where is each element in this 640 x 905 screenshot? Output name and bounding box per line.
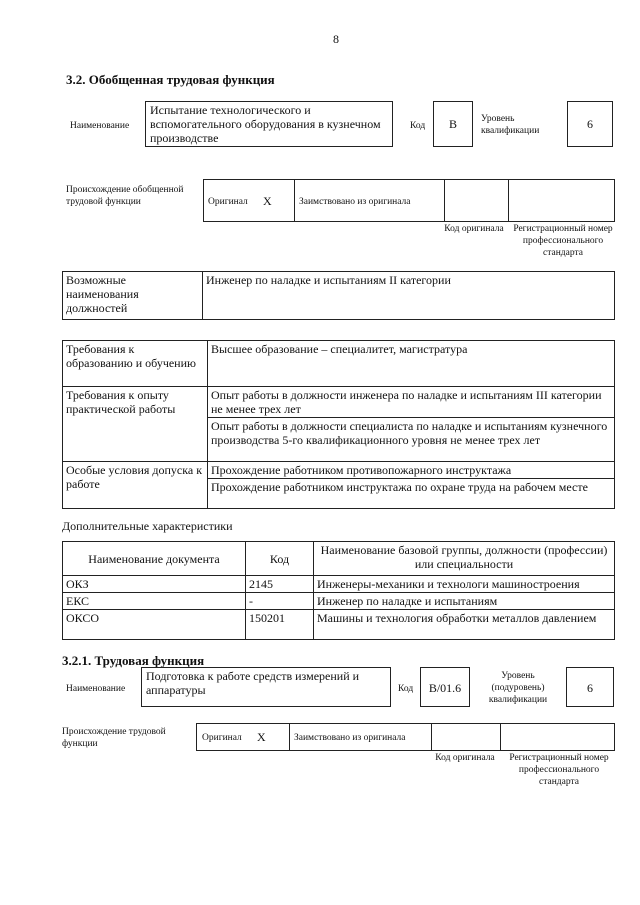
borrowed-label: Заимствовано из оригинала xyxy=(294,733,406,743)
experience-value: Опыт работы в должности специалиста по наладке и испытаниям кузнечного производства 5-го квалификационного уровня не менее трех лет xyxy=(208,418,615,462)
name-label: Наименование xyxy=(66,684,126,694)
table-cell: Машины и технология обработки металлов давлением xyxy=(314,610,615,640)
divider xyxy=(294,180,295,221)
level-label: Уровень квалификации xyxy=(481,114,540,136)
reg-number-caption: Регистрационный номер профессионального стандарта xyxy=(513,224,613,258)
function-name-box: Испытание технологического и вспомогательного оборудования в кузнечном производстве xyxy=(145,101,393,147)
level-box: 6 xyxy=(567,101,613,147)
education-value: Высшее образование – специалитет, магистратура xyxy=(208,341,615,387)
original-mark: X xyxy=(257,730,266,744)
origin-label: Происхождение трудовой функции xyxy=(62,727,166,749)
origin-table xyxy=(196,723,615,751)
code-box: B/01.6 xyxy=(420,667,470,707)
divider xyxy=(508,180,509,221)
special-condition-value: Прохождение работником инструктажа по охране труда на рабочем месте xyxy=(208,479,615,509)
divider xyxy=(431,724,432,750)
table-cell: ЕКС xyxy=(63,593,246,610)
table-row xyxy=(63,593,615,610)
experience-value: Опыт работы в должности инженера по наладке и испытаниям III категории не менее трех лет xyxy=(208,387,615,418)
table-cell: ОКЗ xyxy=(63,576,246,593)
special-condition-value: Прохождение работником противопожарного инструктажа xyxy=(208,462,615,479)
page-number: 8 xyxy=(333,32,339,46)
original-label: Оригинал xyxy=(208,197,248,207)
additional-heading: Дополнительные характеристики xyxy=(62,519,233,533)
section-heading: 3.2. Обобщенная трудовая функция xyxy=(66,72,275,87)
education-label: Требования к образованию и обучению xyxy=(63,341,208,387)
table-row xyxy=(63,576,615,593)
positions-value: Инженер по наладке и испытаниям II категории xyxy=(203,272,615,320)
reg-number-caption: Регистрационный номер профессионального стандарта xyxy=(509,753,609,787)
table-cell: Инженеры-механики и технологи машиностроения xyxy=(314,576,615,593)
subsection-heading: 3.2.1. Трудовая функция xyxy=(62,653,205,668)
code-original-caption: Код оригинала xyxy=(435,753,495,763)
table-cell: ОКСО xyxy=(63,610,246,640)
header-cell: Наименование базовой группы, должности (профессии) или специальности xyxy=(314,542,615,576)
code-label: Код xyxy=(398,684,414,694)
divider xyxy=(289,724,290,750)
origin-table xyxy=(203,179,615,222)
level-box: 6 xyxy=(566,667,614,707)
table-cell: 2145 xyxy=(246,576,314,593)
table-cell: - xyxy=(246,593,314,610)
original-mark: X xyxy=(263,194,272,208)
additional-table xyxy=(62,541,615,640)
experience-label: Требования к опыту практической работы xyxy=(63,387,208,462)
header-cell: Наименование документа xyxy=(63,542,246,576)
level-label: Уровень (подуровень) квалификации xyxy=(488,671,548,705)
original-label: Оригинал xyxy=(202,733,242,743)
code-label: Код xyxy=(410,121,426,131)
table-cell: 150201 xyxy=(246,610,314,640)
header-cell: Код xyxy=(246,542,314,576)
origin-label: Происхождение обобщенной трудовой функции xyxy=(66,185,184,207)
positions-label: Возможные наименования должностей xyxy=(63,272,203,320)
divider xyxy=(444,180,445,221)
borrowed-label: Заимствовано из оригинала xyxy=(299,197,411,207)
code-original-caption: Код оригинала xyxy=(444,224,504,234)
function-name-box: Подготовка к работе средств измерений и аппаратуры xyxy=(141,667,391,707)
divider xyxy=(500,724,501,750)
table-row xyxy=(63,610,615,640)
positions-table xyxy=(62,271,615,320)
special-conditions-label: Особые условия допуска к работе xyxy=(63,462,208,509)
name-label: Наименование xyxy=(70,121,130,131)
requirements-table xyxy=(62,340,615,509)
table-cell: Инженер по наладке и испытаниям xyxy=(314,593,615,610)
code-box: B xyxy=(433,101,473,147)
